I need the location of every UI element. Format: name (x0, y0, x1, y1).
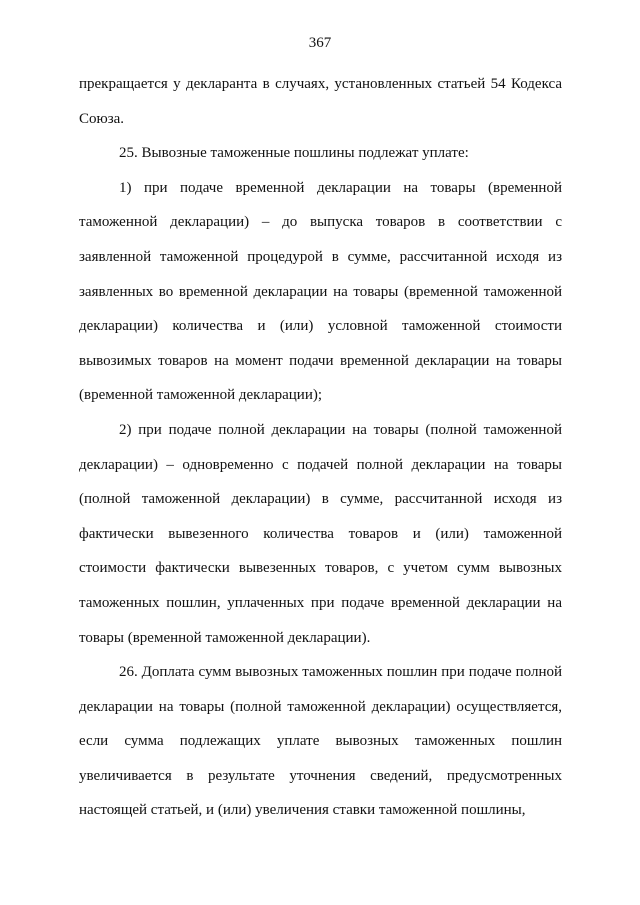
paragraph-item-2: 2) при подаче полной декларации на товары (полной таможенной декларации) – одновременно с подачей полной декларации на товары (полной таможенной декларации) в сумме, рассчитанной исходя из фактически вывезенного количества товаров и (или) таможенной стоимости фактически вывезенных товаров, с учетом сумм вывозных таможенных пошлин, уплаченных при подаче временной декларации на товары (временной таможенной декларации). (79, 421, 562, 646)
paragraph-clause-25: 25. Вывозные таможенные пошлины подлежат уплате: (119, 145, 469, 162)
paragraph-item-1: 1) при подаче временной декларации на товары (временной таможенной декларации) – до выпуска товаров в соответствии с заявленной таможенной процедурой в сумме, рассчитанной исходя из заявленных во временной декларации на товары (временной таможенной декларации) количества и (или) условной таможенной стоимости вывозимых товаров на момент подачи временной декларации на товары (временной таможенной декларации); (79, 179, 562, 404)
paragraph-continuation: прекращается у декларанта в случаях, установленных статьей 54 Кодекса Союза. (79, 76, 562, 127)
page-number: 367 (308, 35, 332, 51)
paragraph-clause-26: 26. Доплата сумм вывозных таможенных пошлин при подаче полной декларации на товары (полной таможенной декларации) осуществляется, если сумма подлежащих уплате вывозных таможенных пошлин увеличивается в результате уточнения сведений, предусмотренных настоящей статьей, и (или) увеличения ставки таможенной пошлины, (79, 664, 562, 819)
document-body (79, 67, 562, 828)
